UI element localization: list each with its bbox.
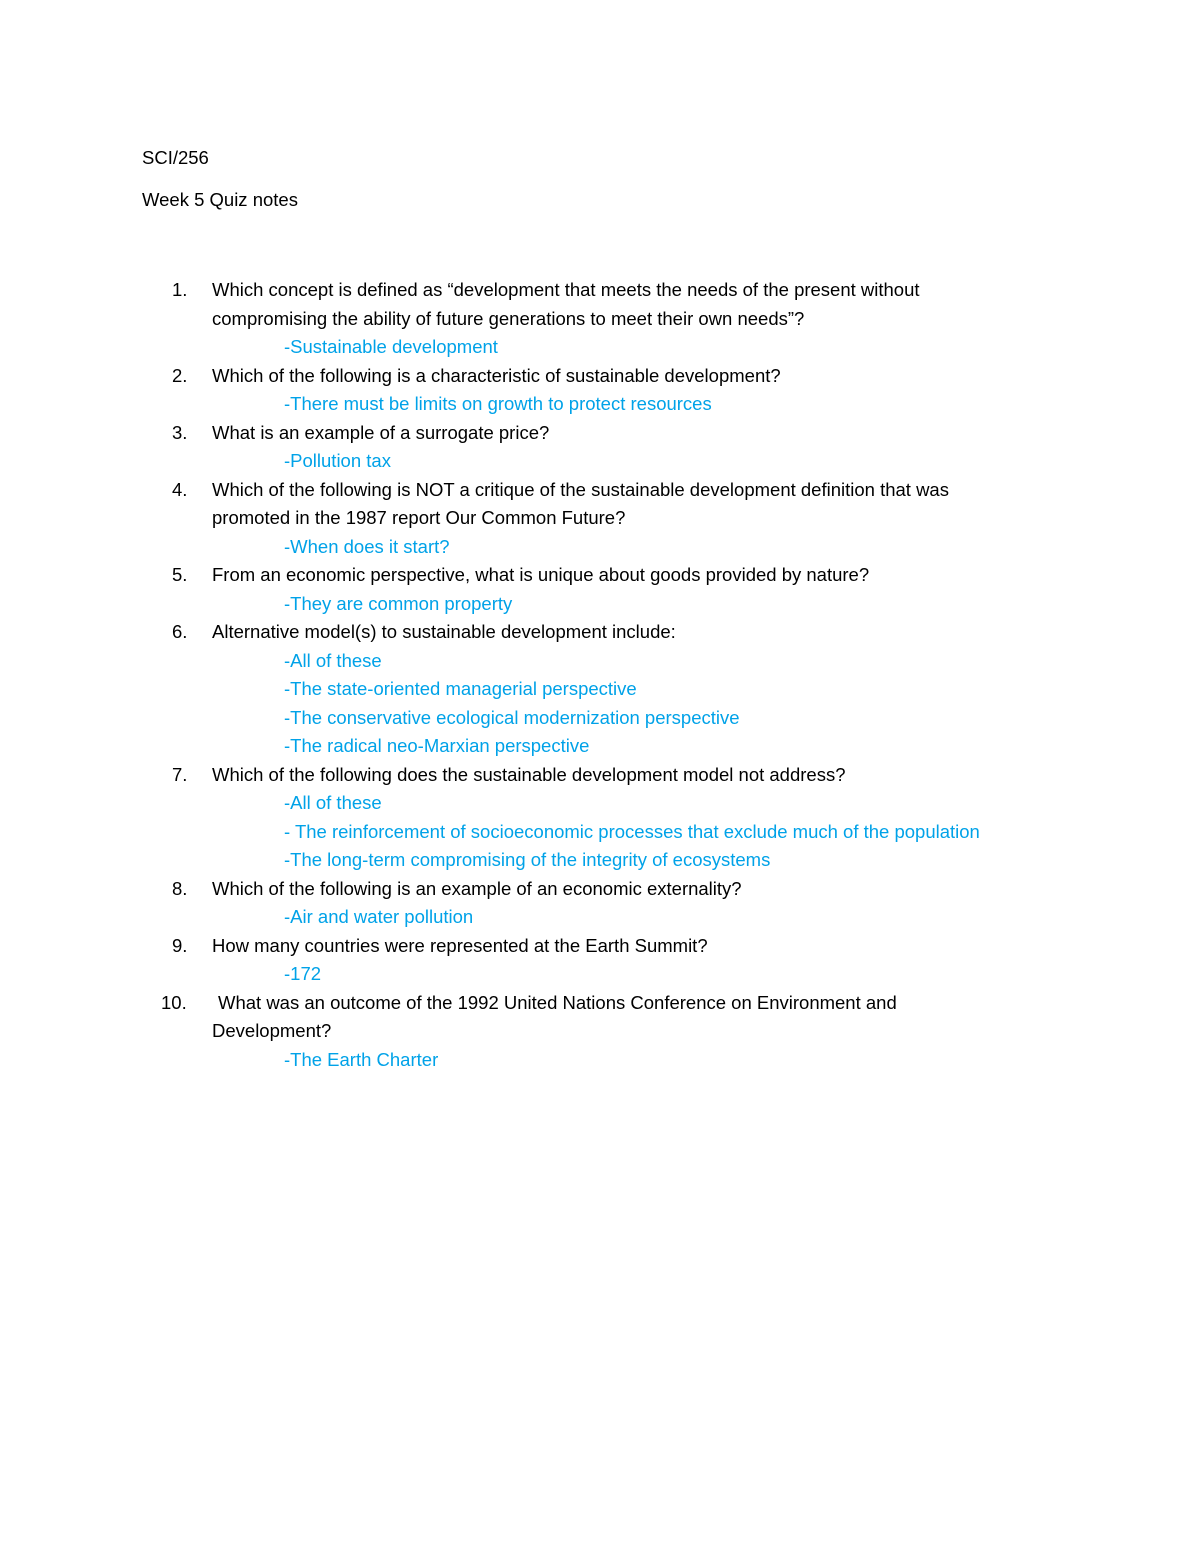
question-number: 4. <box>172 478 188 500</box>
question-text: Which of the following is an example of an economic externality? <box>212 877 742 899</box>
question-item <box>0 276 1200 362</box>
question-number: 2. <box>172 364 188 386</box>
question-number: 1. <box>172 279 188 300</box>
answer-text: -When does it start? <box>284 535 450 557</box>
question-number: 5. <box>172 564 188 585</box>
question-item <box>0 989 1200 1075</box>
question-item <box>0 419 1200 476</box>
answer-text: -The radical neo-Marxian perspective <box>284 735 590 756</box>
answer-text: -172 <box>284 963 322 984</box>
question-number: 6. <box>172 621 188 642</box>
answer-text: -Air and water pollution <box>284 906 474 927</box>
question-number: 7. <box>172 763 188 785</box>
answer-text: -The state-oriented managerial perspective <box>284 678 637 699</box>
question-item <box>0 618 1200 761</box>
question-text: What is an example of a surrogate price? <box>212 421 550 443</box>
question-text: Which of the following is a characteristic of sustainable development? <box>212 364 781 386</box>
question-item <box>0 362 1200 419</box>
question-text: Which concept is defined as “development that meets the needs of the present without compromising the ability of future generations to meet their own needs”? <box>212 279 920 329</box>
question-text: What was an outcome of the 1992 United Nations Conference on Environment and Development? <box>212 991 897 1041</box>
question-item <box>0 875 1200 932</box>
answer-text: -The conservative ecological modernization perspective <box>284 706 740 728</box>
course-code: SCI/256 <box>142 147 209 168</box>
question-number: 3. <box>172 421 188 443</box>
answer-text: -All of these <box>284 649 382 671</box>
answer-text: -There must be limits on growth to protect resources <box>284 393 712 414</box>
question-item <box>0 561 1200 618</box>
question-text: How many countries were represented at the Earth Summit? <box>212 934 708 956</box>
answer-text: -Sustainable development <box>284 336 498 357</box>
answer-text: -All of these <box>284 792 382 813</box>
answer-text: -They are common property <box>284 592 513 614</box>
answer-text: -Pollution tax <box>284 450 391 471</box>
question-text: Which of the following is NOT a critique of the sustainable development definition that was promoted in the 1987 report Our Common Future? <box>212 478 949 528</box>
question-text: Alternative model(s) to sustainable development include: <box>212 621 676 642</box>
answer-text: - The reinforcement of socioeconomic processes that exclude much of the population <box>284 820 980 842</box>
question-list <box>0 276 1200 1074</box>
question-item <box>0 761 1200 875</box>
question-item <box>0 932 1200 989</box>
question-text: Which of the following does the sustainable development model not address? <box>212 763 846 785</box>
answer-text: -The long-term compromising of the integrity of ecosystems <box>284 849 771 870</box>
document-title: Week 5 Quiz notes <box>142 189 298 210</box>
question-number: 9. <box>172 934 188 956</box>
answer-text: -The Earth Charter <box>284 1048 439 1070</box>
question-text: From an economic perspective, what is unique about goods provided by nature? <box>212 564 870 585</box>
question-number: 8. <box>172 877 188 899</box>
question-number: 10. <box>161 991 187 1013</box>
question-item <box>0 476 1200 562</box>
